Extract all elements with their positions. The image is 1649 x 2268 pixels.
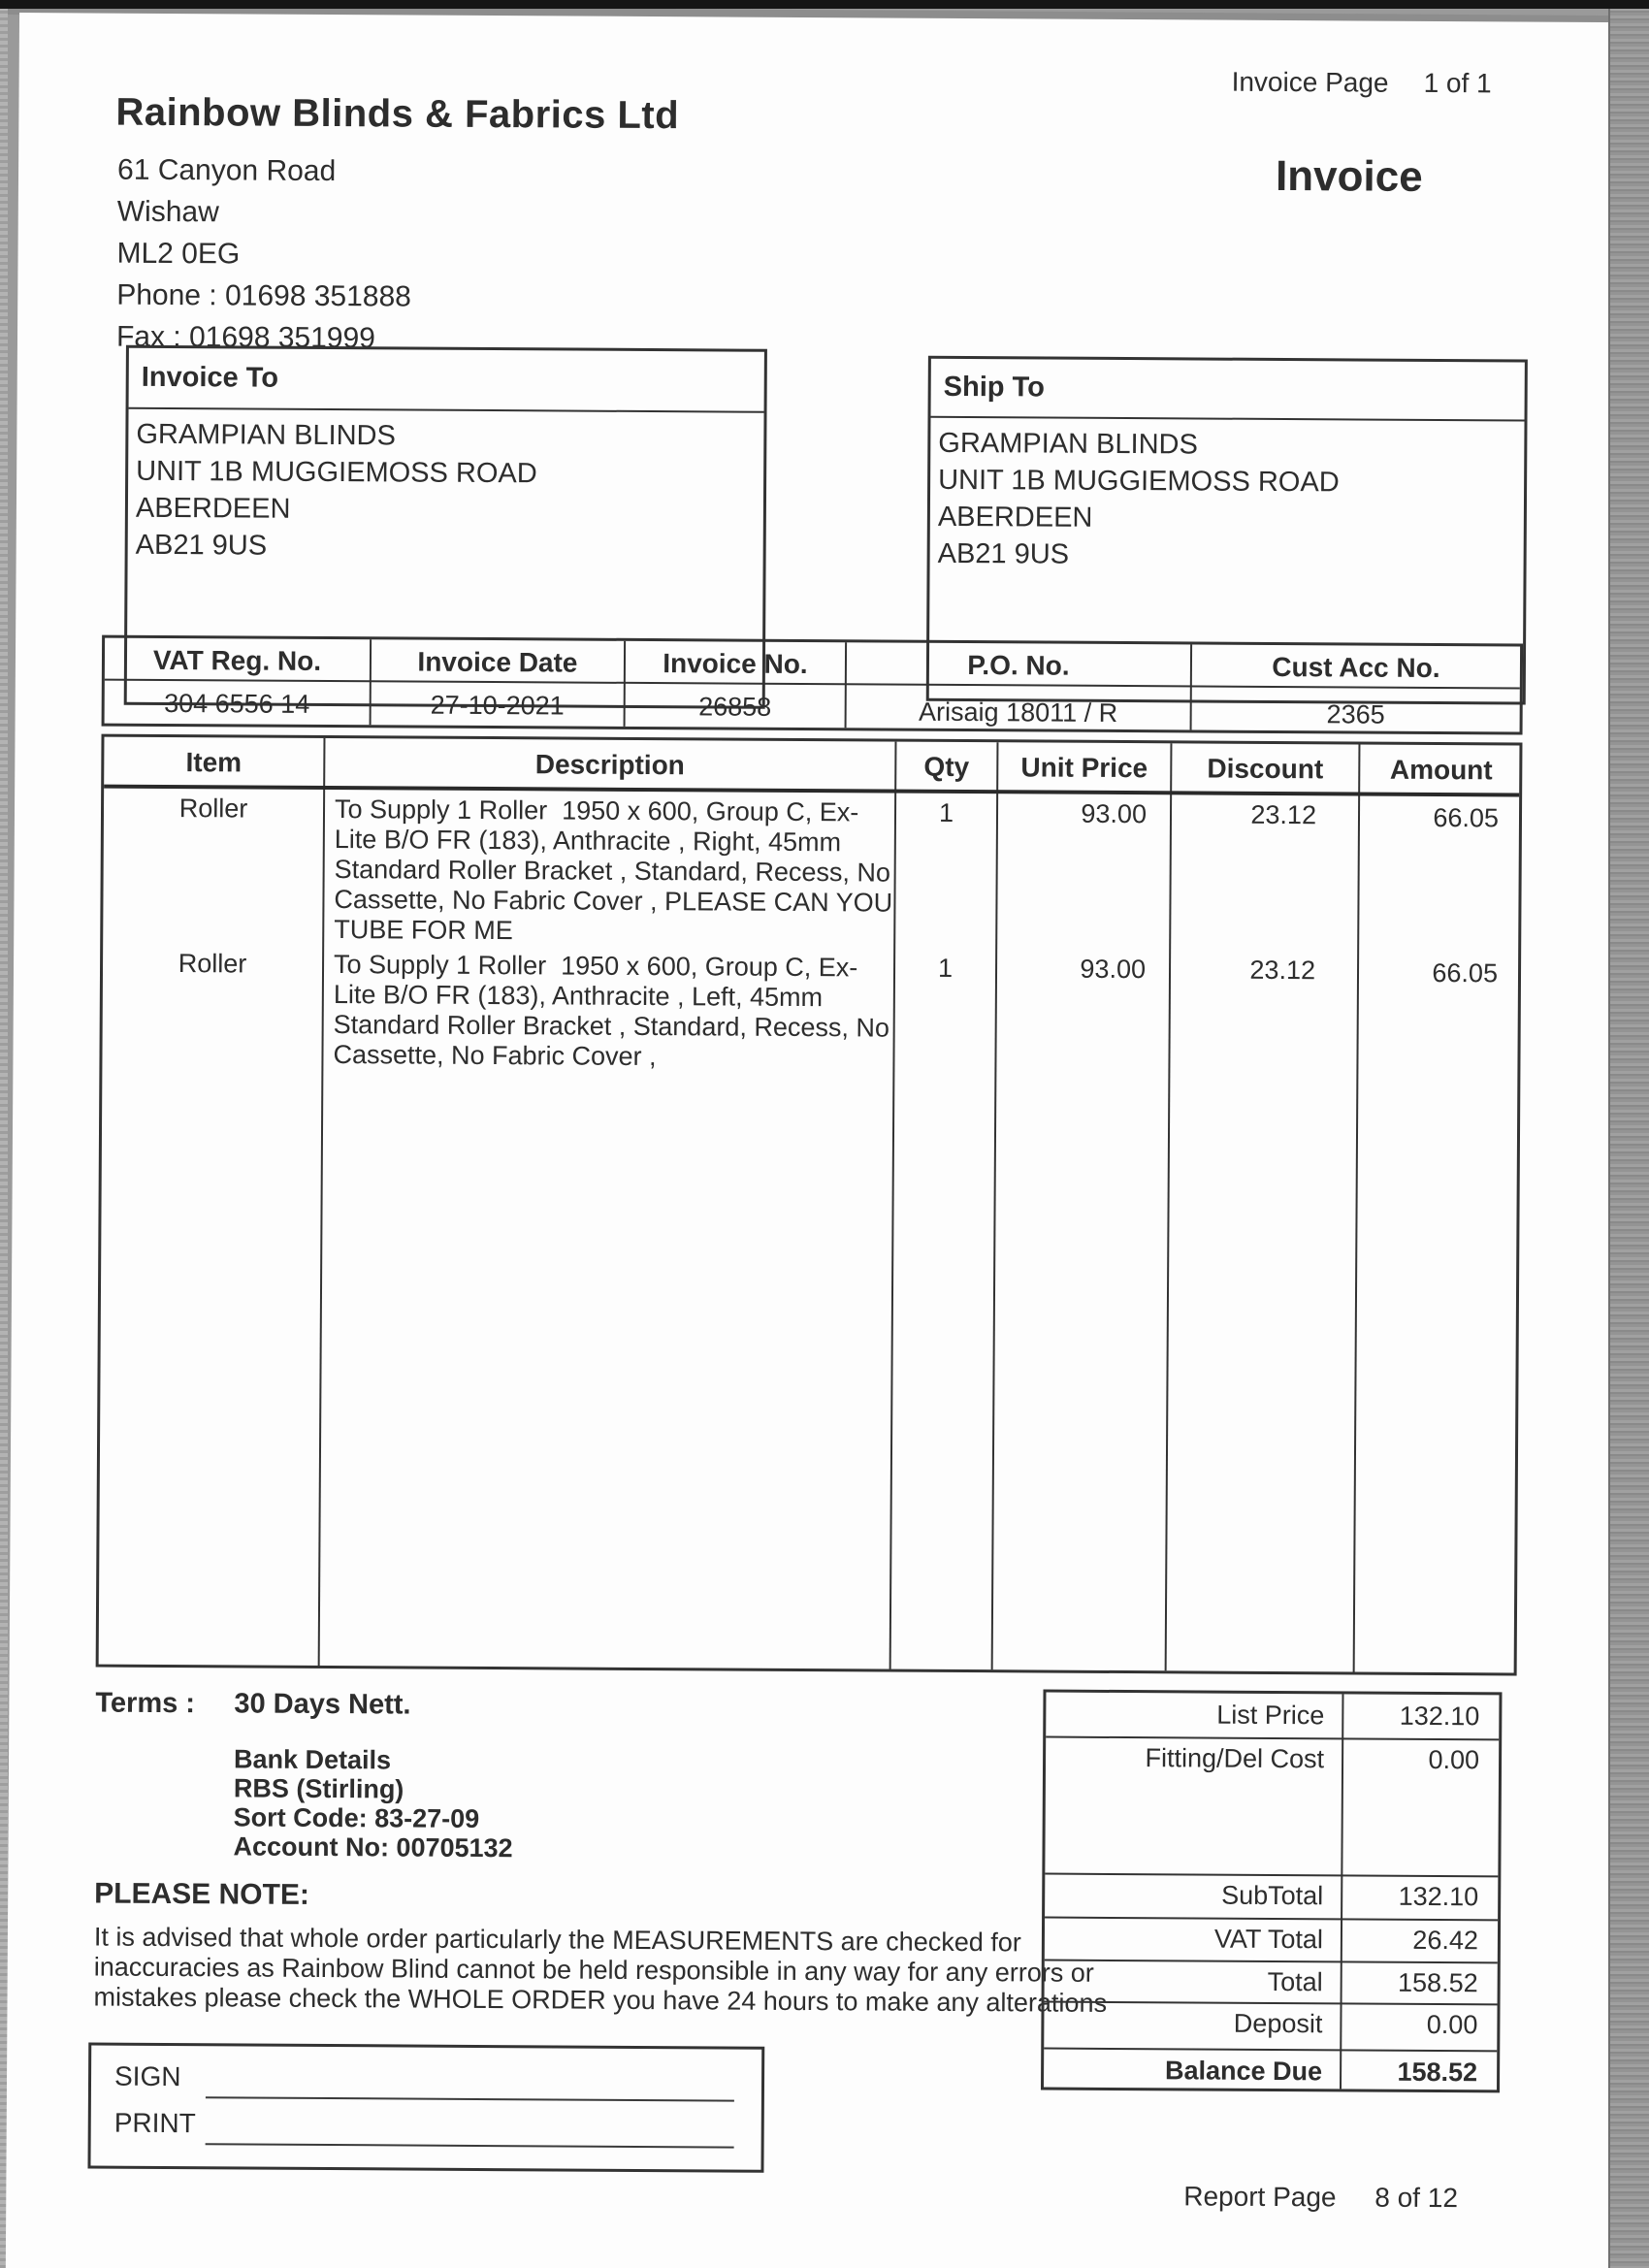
terms-label: Terms : [95,1687,196,1720]
items-col-line-4 [1165,743,1173,1670]
item-2-amount: 66.05 [1432,957,1499,988]
meta-header-pono: P.O. No. [967,650,1070,681]
meta-header-date: Invoice Date [417,646,578,678]
meta-header-vat: VAT Reg. No. [152,644,322,676]
subtotal-label: SubTotal [1221,1880,1324,1911]
invoice-meta-table [102,635,1524,735]
totals-line-1 [1046,1736,1499,1741]
bank-details: Bank Details RBS (Stirling) Sort Code: 83-27-09 Account No: 00705132 [233,1744,513,1863]
item-2-name: Roller [178,949,247,979]
invoice-page-value: 1 of 1 [1423,67,1492,99]
meta-value-vat: 304 6556 14 [164,688,310,719]
item-2-unit-price: 93.00 [1080,954,1147,985]
meta-value-pono: Arisaig 18011 / R [919,697,1118,728]
ship-to-address: GRAMPIAN BLINDS UNIT 1B MUGGIEMOSS ROAD ABERDEEN AB21 9US [937,427,1340,570]
items-header-item: Item [185,747,242,778]
print-label: PRINT [113,2107,196,2139]
total-label: Total [1267,1966,1323,1997]
report-page-label: Report Page [1183,2181,1337,2213]
terms-value: 30 Days Nett. [234,1688,411,1721]
total-value: 158.52 [1397,1967,1478,1998]
scan-left-edge [0,0,8,2268]
company-name: Rainbow Blinds & Fabrics Ltd [115,90,680,138]
totals-line-4 [1045,1960,1498,1964]
ship-to-divider [931,416,1525,422]
invoice-to-divider [129,407,764,413]
item-2-discount: 23.12 [1249,955,1316,986]
item-1-unit-price: 93.00 [1081,798,1148,829]
deposit-value: 0.00 [1426,2009,1478,2040]
totals-line-3 [1045,1917,1498,1922]
meta-header-custacc: Cust Acc No. [1272,651,1440,684]
meta-value-custacc: 2365 [1326,699,1385,729]
document-title: Invoice [1275,151,1423,201]
item-1-name: Roller [178,794,248,824]
fitting-del-cost-value: 0.00 [1428,1744,1480,1775]
items-header-discount: Discount [1207,753,1324,785]
items-header-description: Description [534,749,685,781]
totals-line-5 [1045,2001,1498,2006]
balance-due-value: 158.52 [1397,2057,1478,2088]
list-price-value: 132.10 [1399,1701,1480,1732]
please-note-body: It is advised that whole order particularly the MEASUREMENTS are checked for inaccuracies as Rainbow Blind cannot be held responsible in any way for any errors or mistakes please check the WHOLE ORDER you have 24 hours to make any alterations [93,1922,1108,2018]
totals-line-6 [1044,2048,1497,2053]
signature-box [87,2043,764,2173]
vat-total-label: VAT Total [1213,1924,1324,1955]
item-2-description: To Supply 1 Roller 1950 x 600, Group C, Ex- Lite B/O FR (183), Anthracite , Left, 45mm Standard Roller Bracket , Standard, Recess, No Cassette, No Fabric Cover , [333,950,890,1072]
please-note-title: PLEASE NOTE: [94,1877,310,1911]
item-1-description: To Supply 1 Roller 1950 x 600, Group C, Ex- Lite B/O FR (183), Anthracite , Right, 45mm Standard Roller Bracket , Standard, Recess, No Cassette, No Fabric Cover , PLEASE CAN YOU TUBE FOR ME [334,794,893,946]
items-table [96,734,1523,1676]
invoice-to-address: GRAMPIAN BLINDS UNIT 1B MUGGIEMOSS ROAD ABERDEEN AB21 9US [135,418,537,562]
ship-to-label: Ship To [943,371,1045,404]
subtotal-value: 132.10 [1398,1881,1479,1912]
scan-right-edge [1608,0,1649,2268]
scan-top-bar [0,0,1649,9]
item-1-qty: 1 [938,797,954,827]
meta-value-invno: 26858 [698,692,772,722]
item-1-amount: 66.05 [1433,802,1500,833]
items-header-amount: Amount [1389,754,1493,786]
report-page-value: 8 of 12 [1374,2182,1459,2214]
totals-line-2 [1045,1873,1498,1878]
company-address: 61 Canyon Road Wishaw ML2 0EG Phone : 01698 351888 Fax : 01698 351999 [115,153,411,355]
fitting-del-cost-label: Fitting/Del Cost [1145,1743,1325,1774]
sign-line[interactable] [206,2096,734,2101]
invoice-page-label: Invoice Page [1231,66,1389,98]
balance-due-label: Balance Due [1164,2056,1323,2087]
item-1-discount: 23.12 [1250,799,1317,830]
totals-table [1041,1690,1503,2093]
meta-header-invno: Invoice No. [663,648,808,680]
invoice-paper [5,13,1626,2268]
items-header-qty: Qty [923,751,970,783]
list-price-label: List Price [1216,1700,1325,1731]
print-line[interactable] [206,2143,734,2148]
invoice-to-label: Invoice To [141,361,279,394]
vat-total-value: 26.42 [1412,1925,1479,1956]
deposit-label: Deposit [1233,2008,1323,2039]
item-2-qty: 1 [937,953,954,983]
items-header-unitprice: Unit Price [1020,752,1148,784]
items-col-line-1 [318,738,326,1666]
items-col-line-3 [991,742,999,1669]
sign-label: SIGN [113,2060,181,2092]
meta-value-date: 27-10-2021 [430,690,565,721]
items-col-line-5 [1353,744,1361,1671]
